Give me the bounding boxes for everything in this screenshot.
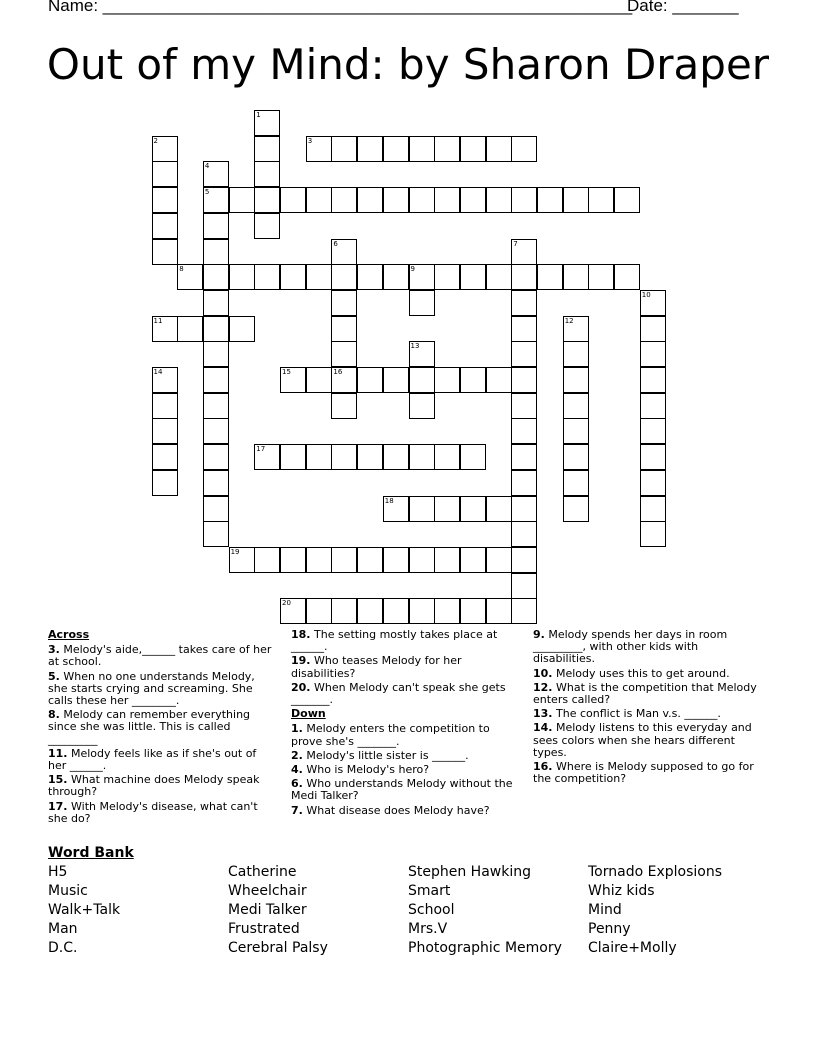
grid-cell[interactable] xyxy=(203,470,229,496)
grid-cell[interactable] xyxy=(203,521,229,547)
grid-cell[interactable] xyxy=(203,290,229,316)
grid-cell[interactable] xyxy=(357,367,383,393)
grid-cell[interactable] xyxy=(229,187,255,213)
grid-cell[interactable] xyxy=(486,136,512,162)
grid-cell[interactable] xyxy=(640,341,666,367)
grid-cell[interactable] xyxy=(640,418,666,444)
word-bank-item: Cerebral Palsy xyxy=(228,940,328,956)
grid-cell[interactable] xyxy=(460,547,486,573)
grid-cell[interactable] xyxy=(409,187,435,213)
grid-cell[interactable] xyxy=(409,367,435,393)
grid-cell[interactable] xyxy=(537,187,563,213)
grid-cell[interactable] xyxy=(434,496,460,522)
grid-cell[interactable] xyxy=(460,264,486,290)
clue-number: 3 xyxy=(307,136,313,145)
grid-cell[interactable] xyxy=(177,264,203,290)
grid-cell[interactable] xyxy=(280,598,306,624)
grid-cell[interactable] xyxy=(563,393,589,419)
grid-cell[interactable] xyxy=(434,444,460,470)
word-bank-heading: Word Bank xyxy=(48,845,134,861)
word-bank-item: Whiz kids xyxy=(588,883,655,899)
grid-cell[interactable] xyxy=(203,393,229,419)
grid-cell[interactable] xyxy=(383,496,409,522)
across-clue-11: 11. Melody feels like as if she's out of her ______. xyxy=(48,746,257,773)
grid-cell[interactable] xyxy=(152,367,178,393)
grid-cell[interactable] xyxy=(152,470,178,496)
grid-cell[interactable] xyxy=(331,290,357,316)
grid-cell[interactable] xyxy=(383,444,409,470)
grid-cell[interactable] xyxy=(357,598,383,624)
grid-cell[interactable] xyxy=(357,187,383,213)
grid-cell[interactable] xyxy=(434,598,460,624)
grid-cell[interactable] xyxy=(203,316,229,342)
grid-cell[interactable] xyxy=(331,239,357,265)
grid-cell[interactable] xyxy=(203,444,229,470)
grid-cell[interactable] xyxy=(254,213,280,239)
down-clue-10: 10. Melody uses this to get around. xyxy=(533,666,730,680)
grid-cell[interactable] xyxy=(511,187,537,213)
word-bank-column xyxy=(228,863,408,958)
grid-cell[interactable] xyxy=(203,264,229,290)
grid-cell[interactable] xyxy=(229,316,255,342)
grid-cell[interactable] xyxy=(331,393,357,419)
grid-cell[interactable] xyxy=(409,341,435,367)
grid-cell[interactable] xyxy=(588,187,614,213)
grid-cell[interactable] xyxy=(254,136,280,162)
clue-number: 12 xyxy=(564,316,574,325)
grid-cell[interactable] xyxy=(357,136,383,162)
grid-cell[interactable] xyxy=(563,418,589,444)
grid-cell[interactable] xyxy=(511,341,537,367)
down-clue-16: 16. Where is Melody supposed to go for the competition? xyxy=(533,760,754,786)
grid-cell[interactable] xyxy=(383,598,409,624)
grid-cell[interactable] xyxy=(460,187,486,213)
grid-cell[interactable] xyxy=(152,316,178,342)
word-bank-item: Music xyxy=(48,883,88,899)
grid-cell[interactable] xyxy=(383,547,409,573)
grid-cell[interactable] xyxy=(511,264,537,290)
grid-cell[interactable] xyxy=(511,239,537,265)
grid-cell[interactable] xyxy=(357,444,383,470)
grid-cell[interactable] xyxy=(203,187,229,213)
grid-cell[interactable] xyxy=(460,367,486,393)
grid-cell[interactable] xyxy=(152,136,178,162)
word-bank-item: Man xyxy=(48,921,78,937)
clue-number: 13 xyxy=(410,342,420,351)
grid-cell[interactable] xyxy=(254,264,280,290)
grid-cell[interactable] xyxy=(640,521,666,547)
clue-number: 4 xyxy=(204,162,210,171)
across-clue-18: 18. The setting mostly takes place at ______. xyxy=(291,628,498,654)
clue-number: 18 xyxy=(384,496,394,505)
clue-number: 17 xyxy=(256,445,266,454)
down-heading: Down xyxy=(291,707,326,721)
grid-cell[interactable] xyxy=(152,239,178,265)
grid-cell[interactable] xyxy=(331,264,357,290)
grid-cell[interactable] xyxy=(563,367,589,393)
grid-cell[interactable] xyxy=(486,547,512,573)
grid-cell[interactable] xyxy=(254,187,280,213)
grid-cell[interactable] xyxy=(280,547,306,573)
grid-cell[interactable] xyxy=(254,547,280,573)
grid-cell[interactable] xyxy=(640,367,666,393)
date-field-label: Date: _______ xyxy=(627,0,739,15)
grid-cell[interactable] xyxy=(383,136,409,162)
grid-cell[interactable] xyxy=(409,598,435,624)
grid-cell[interactable] xyxy=(511,393,537,419)
word-bank-column xyxy=(48,863,228,958)
word-bank-item: Wheelchair xyxy=(228,883,307,899)
grid-cell[interactable] xyxy=(409,547,435,573)
grid-cell[interactable] xyxy=(229,264,255,290)
grid-cell[interactable] xyxy=(152,393,178,419)
grid-cell[interactable] xyxy=(203,239,229,265)
grid-cell[interactable] xyxy=(306,187,332,213)
clue-number: 9 xyxy=(410,265,415,274)
grid-cell[interactable] xyxy=(383,187,409,213)
grid-cell[interactable] xyxy=(331,341,357,367)
grid-cell[interactable] xyxy=(588,264,614,290)
grid-cell[interactable] xyxy=(563,316,589,342)
grid-cell[interactable] xyxy=(640,316,666,342)
grid-cell[interactable] xyxy=(460,444,486,470)
down-clue-7: 7. What disease does Melody have? xyxy=(291,803,490,817)
down-clue-1: 1. Melody enters the competition to prove she's _______. xyxy=(291,722,490,748)
across-clue-5: 5. When no one understands Melody, she starts crying and screaming. She calls these her ________. xyxy=(48,669,255,708)
word-bank-item: Mind xyxy=(588,902,622,918)
grid-cell[interactable] xyxy=(511,418,537,444)
grid-cell[interactable] xyxy=(511,290,537,316)
clue-number: 11 xyxy=(153,316,163,325)
grid-cell[interactable] xyxy=(563,496,589,522)
grid-cell[interactable] xyxy=(486,367,512,393)
grid-cell[interactable] xyxy=(331,444,357,470)
grid-cell[interactable] xyxy=(563,187,589,213)
word-bank-item: Stephen Hawking xyxy=(408,864,531,880)
grid-cell[interactable] xyxy=(640,444,666,470)
grid-cell[interactable] xyxy=(511,136,537,162)
grid-cell[interactable] xyxy=(511,367,537,393)
clue-number: 20 xyxy=(282,599,291,608)
clue-number: 16 xyxy=(333,368,343,376)
clues-column-3 xyxy=(533,629,758,787)
word-bank-item: D.C. xyxy=(48,940,78,956)
clue-number: 19 xyxy=(230,547,240,556)
grid-cell[interactable] xyxy=(434,367,460,393)
grid-cell[interactable] xyxy=(152,161,178,187)
grid-cell[interactable] xyxy=(614,187,640,213)
grid-cell[interactable] xyxy=(152,213,178,239)
clue-number: 5 xyxy=(204,188,210,197)
grid-cell[interactable] xyxy=(434,264,460,290)
grid-cell[interactable] xyxy=(306,136,332,162)
grid-cell[interactable] xyxy=(434,547,460,573)
grid-cell[interactable] xyxy=(280,444,306,470)
word-bank-column xyxy=(588,863,768,958)
grid-cell[interactable] xyxy=(229,547,255,573)
word-bank-item: Walk+Talk xyxy=(48,902,121,918)
grid-cell[interactable] xyxy=(280,367,306,393)
down-clue-14: 14. Melody listens to this everyday and sees colors when she hears different types. xyxy=(533,721,752,759)
across-clue-20: 20. When Melody can't speak she gets _______. xyxy=(291,680,506,707)
grid-cell[interactable] xyxy=(563,470,589,496)
grid-cell[interactable] xyxy=(409,393,435,419)
grid-cell[interactable] xyxy=(640,496,666,522)
grid-cell[interactable] xyxy=(203,213,229,239)
grid-cell[interactable] xyxy=(563,264,589,290)
grid-cell[interactable] xyxy=(486,264,512,290)
grid-cell[interactable] xyxy=(331,547,357,573)
clue-number: 7 xyxy=(513,239,518,248)
clue-number: 1 xyxy=(256,111,261,119)
across-clue-3: 3. Melody's aide,______ takes care of her at school. xyxy=(48,643,272,669)
grid-cell[interactable] xyxy=(331,367,357,393)
down-clue-13: 13. The conflict is Man v.s. ______. xyxy=(533,707,721,721)
clues-column-1 xyxy=(48,629,273,827)
grid-cell[interactable] xyxy=(460,136,486,162)
grid-cell[interactable] xyxy=(331,598,357,624)
grid-cell[interactable] xyxy=(511,444,537,470)
down-clue-12: 12. What is the competition that Melody enters called? xyxy=(533,680,757,707)
grid-cell[interactable] xyxy=(203,341,229,367)
clue-number: 8 xyxy=(179,265,184,274)
grid-cell[interactable] xyxy=(434,136,460,162)
grid-cell[interactable] xyxy=(331,316,357,342)
grid-cell[interactable] xyxy=(383,264,409,290)
grid-cell[interactable] xyxy=(640,290,666,316)
word-bank-item: School xyxy=(408,902,455,918)
clue-number: 2 xyxy=(153,136,158,145)
grid-cell[interactable] xyxy=(460,598,486,624)
grid-cell[interactable] xyxy=(511,316,537,342)
grid-cell[interactable] xyxy=(614,264,640,290)
grid-cell[interactable] xyxy=(331,187,357,213)
grid-cell[interactable] xyxy=(409,264,435,290)
grid-cell[interactable] xyxy=(203,367,229,393)
grid-cell[interactable] xyxy=(563,444,589,470)
clue-number: 14 xyxy=(153,368,163,376)
clues-column-2 xyxy=(291,629,516,819)
page-title: Out of my Mind: by Sharon Draper xyxy=(46,40,770,89)
across-clue-19: 19. Who teases Melody for her disabilities? xyxy=(291,654,462,680)
grid-cell[interactable] xyxy=(511,470,537,496)
word-bank-item: Frustrated xyxy=(228,921,300,937)
down-clue-9: 9. Melody spends her days in room _________, with other kids with disabilities. xyxy=(533,628,728,666)
grid-cell[interactable] xyxy=(409,496,435,522)
grid-cell[interactable] xyxy=(486,496,512,522)
grid-cell[interactable] xyxy=(409,136,435,162)
across-clue-8: 8. Melody can remember everything since she was little. This is called _________ xyxy=(48,708,251,746)
word-bank-item: Mrs.V xyxy=(408,921,448,937)
down-clue-2: 2. Melody's little sister is ______. xyxy=(291,748,469,762)
grid-cell[interactable] xyxy=(640,393,666,419)
grid-cell[interactable] xyxy=(409,444,435,470)
grid-cell[interactable] xyxy=(537,264,563,290)
grid-cell[interactable] xyxy=(357,547,383,573)
grid-cell[interactable] xyxy=(306,547,332,573)
grid-cell[interactable] xyxy=(331,136,357,162)
grid-cell[interactable] xyxy=(511,521,537,547)
grid-cell[interactable] xyxy=(177,316,203,342)
grid-cell[interactable] xyxy=(152,187,178,213)
grid-cell[interactable] xyxy=(511,547,537,573)
across-clue-17: 17. With Melody's disease, what can't she do? xyxy=(48,799,258,825)
grid-cell[interactable] xyxy=(511,573,537,599)
grid-cell[interactable] xyxy=(280,264,306,290)
grid-cell[interactable] xyxy=(434,187,460,213)
down-clue-6: 6. Who understands Melody without the Medi Talker? xyxy=(291,777,513,803)
word-bank-item: Photographic Memory xyxy=(408,940,562,956)
word-bank-item: Penny xyxy=(588,921,631,937)
grid-cell[interactable] xyxy=(486,598,512,624)
grid-cell[interactable] xyxy=(254,110,280,136)
clue-number: 6 xyxy=(333,239,338,248)
word-bank-item: Tornado Explosions xyxy=(588,864,722,880)
grid-cell[interactable] xyxy=(280,187,306,213)
grid-cell[interactable] xyxy=(306,367,332,393)
grid-cell[interactable] xyxy=(409,290,435,316)
grid-cell[interactable] xyxy=(306,264,332,290)
grid-cell[interactable] xyxy=(203,418,229,444)
grid-cell[interactable] xyxy=(254,161,280,187)
grid-cell[interactable] xyxy=(306,598,332,624)
down-clue-4: 4. Who is Melody's hero? xyxy=(291,763,430,777)
grid-cell[interactable] xyxy=(640,470,666,496)
across-clue-15: 15. What machine does Melody speak through? xyxy=(48,773,260,799)
word-bank-item: Medi Talker xyxy=(228,902,307,918)
word-bank-column xyxy=(408,863,588,958)
clue-number: 15 xyxy=(282,368,291,376)
grid-cell[interactable] xyxy=(203,161,229,187)
grid-cell[interactable] xyxy=(383,367,409,393)
grid-cell[interactable] xyxy=(511,496,537,522)
grid-cell[interactable] xyxy=(357,264,383,290)
grid-cell[interactable] xyxy=(460,496,486,522)
grid-cell[interactable] xyxy=(203,496,229,522)
across-heading: Across xyxy=(48,628,90,641)
grid-cell[interactable] xyxy=(563,341,589,367)
grid-cell[interactable] xyxy=(254,444,280,470)
grid-cell[interactable] xyxy=(152,444,178,470)
clue-number: 10 xyxy=(641,290,651,299)
grid-cell[interactable] xyxy=(152,418,178,444)
word-bank-item: Smart xyxy=(408,883,451,899)
grid-cell[interactable] xyxy=(486,187,512,213)
word-bank-item: Claire+Molly xyxy=(588,940,677,956)
word-bank-item: H5 xyxy=(48,864,68,880)
name-field-label: Name: ________________________________________________________ xyxy=(48,0,633,15)
grid-cell[interactable] xyxy=(306,444,332,470)
word-bank-item: Catherine xyxy=(228,864,297,880)
grid-cell[interactable] xyxy=(511,598,537,624)
